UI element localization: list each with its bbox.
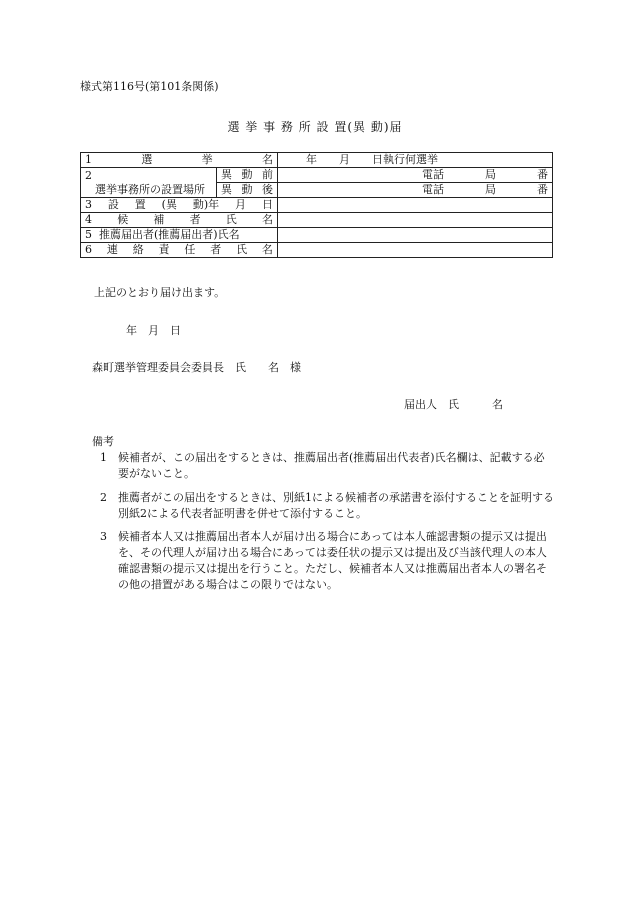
note-number: 2 — [100, 491, 107, 504]
row-setup-date — [81, 198, 553, 213]
label-before-change: 異 動 前 — [217, 168, 278, 183]
note-text: 候補者本人又は推薦届出者本人が届け出る場合にあっては本人確認書類の提示又は提出を、その代理人が届け出る場合にあっては委任状の提示又は提出及び当該代理人の本人確認書類の提示又は提出を行うこと。ただし、候補者本人又は推薦届出者本人の署名その他の措置がある場合はこの限りではない。 — [118, 530, 547, 591]
note-text: 推薦者がこの届出をするときは、別紙1による候補者の承諾書を添付することを証明する別紙2による代表者証明書を併せて添付すること。 — [118, 491, 554, 520]
label-recommender-name: 5 推薦届出者(推薦届出者)氏名 — [81, 228, 278, 243]
date-line: 年 月 日 — [126, 324, 181, 337]
label-office-location: 2 選挙事務所の設置場所 — [81, 168, 217, 198]
value-election-name: 年 月 日執行何選挙 — [278, 153, 553, 168]
row-recommender-name — [81, 228, 553, 243]
value-before-phone: 電話 局 番 — [278, 168, 553, 183]
label-election-name: 1 選 挙 名 — [81, 153, 278, 168]
value-candidate-name — [278, 213, 553, 228]
note-number: 3 — [100, 530, 107, 543]
note-text: 候補者が、この届出をするときは、推薦届出者(推薦届出代表者)氏名欄は、記載する必要がないこと。 — [118, 451, 545, 480]
value-setup-date — [278, 198, 553, 213]
value-recommender-name — [278, 228, 553, 243]
label-candidate-name: 4 候 補 者 氏 名 — [81, 213, 278, 228]
form-number: 様式第116号(第101条関係) — [80, 80, 219, 93]
notes-heading: 備考 — [92, 435, 114, 448]
note-item — [100, 529, 555, 593]
row-office-location-before — [81, 168, 553, 183]
addressee-line: 森町選挙管理委員会委員長 氏 名 様 — [92, 361, 301, 374]
row-candidate-name — [81, 213, 553, 228]
label-setup-date: 3 設 置 (異 動)年 月 日 — [81, 198, 278, 213]
value-after-phone: 電話 局 番 — [278, 183, 553, 198]
row-contact-person-name — [81, 243, 553, 258]
note-number: 1 — [100, 451, 107, 464]
document-title: 選 挙 事 務 所 設 置(異 動)届 — [227, 120, 403, 134]
value-contact-person-name — [278, 243, 553, 258]
notification-form-table — [80, 152, 553, 258]
submission-statement: 上記のとおり届け出ます。 — [94, 286, 226, 299]
note-item — [100, 450, 555, 482]
applicant-line: 届出人 氏 名 — [404, 398, 503, 411]
label-after-change: 異 動 後 — [217, 183, 278, 198]
note-item — [100, 490, 555, 522]
row-election-name — [81, 153, 553, 168]
label-contact-person-name: 6 連 絡 責 任 者 氏 名 — [81, 243, 278, 258]
